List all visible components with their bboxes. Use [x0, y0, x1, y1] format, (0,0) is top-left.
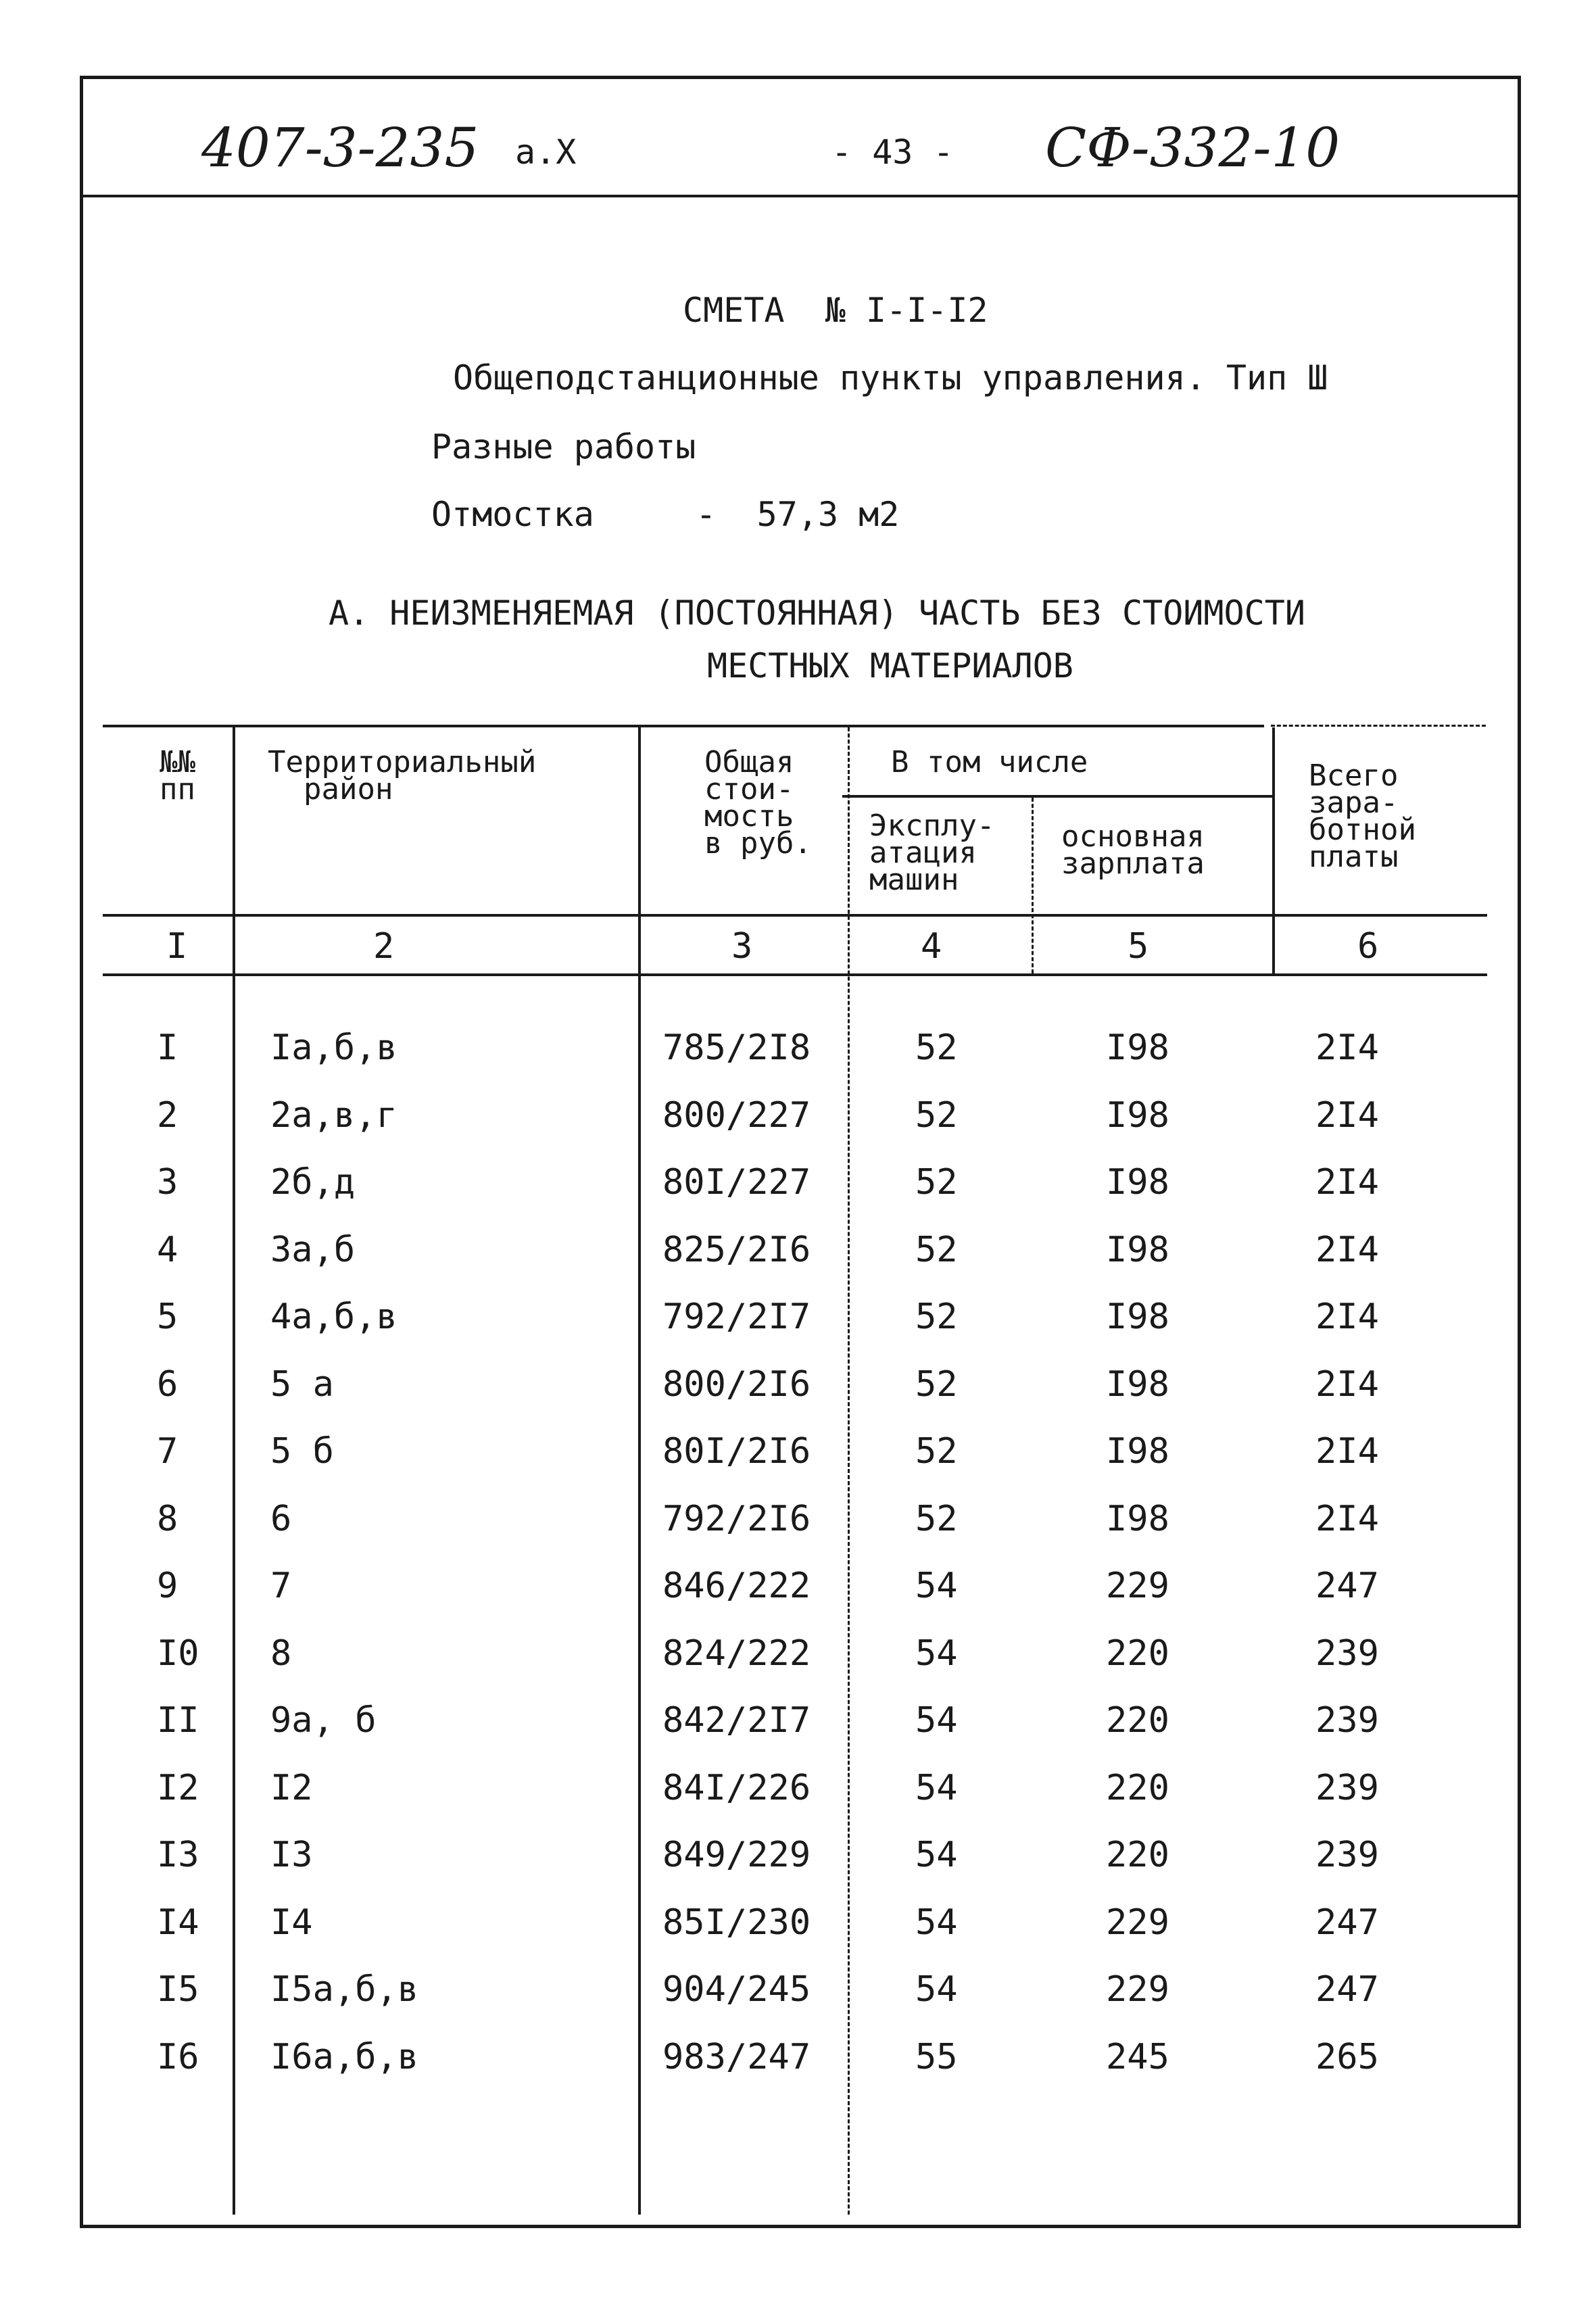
- column-number: 6: [1357, 926, 1379, 967]
- row-number-cell: 6: [157, 1364, 178, 1405]
- section-heading: А. НЕИЗМЕНЯЕМАЯ (ПОСТОЯННАЯ) ЧАСТЬ БЕЗ СТОИМОСТИ: [329, 594, 1305, 633]
- base-salary-cell: I98: [1106, 1095, 1169, 1136]
- machines-cost-cell: 54: [915, 1633, 958, 1674]
- district-cell: I5а,б,в: [270, 1969, 419, 2010]
- machines-cost-cell: 52: [915, 1095, 958, 1136]
- row-number-cell: I5: [157, 1969, 199, 2010]
- row-number-cell: I2: [157, 1768, 199, 1808]
- header-divider: [80, 195, 1521, 197]
- column-divider-4: [1032, 798, 1034, 973]
- machines-cost-cell: 55: [915, 2037, 958, 2077]
- work-item: Отмостка - 57,3 м2: [431, 495, 900, 534]
- row-number-cell: 2: [157, 1095, 178, 1136]
- district-cell: 6: [270, 1499, 292, 1539]
- base-salary-cell: I98: [1106, 1162, 1169, 1203]
- header-including: В том числе: [891, 745, 1088, 779]
- total-cost-cell: 824/222: [662, 1633, 811, 1674]
- header-bottom-rule: [103, 914, 1487, 917]
- section-heading-cont: МЕСТНЫХ МАТЕРИАЛОВ: [707, 646, 1073, 685]
- total-cost-cell: 983/247: [662, 2037, 811, 2077]
- header-total-salary: Всего зара- ботной платы: [1309, 758, 1416, 874]
- machines-cost-cell: 54: [915, 1768, 958, 1808]
- total-salary-cell: 2I4: [1315, 1499, 1379, 1539]
- machines-cost-cell: 52: [915, 1499, 958, 1539]
- district-cell: I3: [270, 1835, 313, 1875]
- total-cost-cell: 80I/227: [662, 1162, 811, 1203]
- total-cost-cell: 792/2I6: [662, 1499, 811, 1539]
- total-salary-cell: 247: [1315, 1902, 1379, 1943]
- total-cost-cell: 846/222: [662, 1566, 811, 1606]
- base-salary-cell: 229: [1106, 1969, 1169, 2010]
- header-total-cost: Общая стои- мость в руб.: [704, 745, 812, 861]
- table-top-rule: [103, 725, 1264, 727]
- district-cell: Iа,б,в: [270, 1028, 397, 1068]
- column-divider-2: [638, 727, 641, 2215]
- column-number: 3: [731, 926, 753, 967]
- base-salary-cell: 220: [1106, 1835, 1169, 1875]
- base-salary-cell: 229: [1106, 1566, 1169, 1606]
- total-cost-cell: 800/2I6: [662, 1364, 811, 1405]
- column-number: 2: [373, 926, 395, 967]
- row-number-cell: 9: [157, 1566, 178, 1606]
- page-number: - 43 -: [831, 132, 954, 172]
- header-salary: основная зарплата: [1061, 819, 1205, 881]
- column-numbers-rule: [103, 973, 1487, 976]
- total-cost-cell: 842/2I7: [662, 1700, 811, 1741]
- row-number-cell: I0: [157, 1633, 199, 1674]
- total-salary-cell: 2I4: [1315, 1028, 1379, 1068]
- column-divider-1: [233, 727, 235, 2215]
- district-cell: I2: [270, 1768, 313, 1808]
- district-cell: 4а,б,в: [270, 1297, 397, 1337]
- total-salary-cell: 265: [1315, 2037, 1379, 2077]
- total-salary-cell: 2I4: [1315, 1230, 1379, 1270]
- row-number-cell: I3: [157, 1835, 199, 1875]
- machines-cost-cell: 54: [915, 1902, 958, 1943]
- column-number: 4: [921, 926, 942, 967]
- total-salary-cell: 239: [1315, 1835, 1379, 1875]
- row-number-cell: 8: [157, 1499, 178, 1539]
- base-salary-cell: I98: [1106, 1499, 1169, 1539]
- machines-cost-cell: 54: [915, 1835, 958, 1875]
- header-machines: Эксплу- атация машин: [869, 809, 995, 897]
- estimate-title: СМЕТА № I-I-I2: [683, 291, 988, 330]
- base-salary-cell: 229: [1106, 1902, 1169, 1943]
- total-cost-cell: 85I/230: [662, 1902, 811, 1943]
- total-salary-cell: 239: [1315, 1633, 1379, 1674]
- district-cell: 2б,д: [270, 1162, 356, 1203]
- sheet-label: а.X: [515, 132, 577, 172]
- total-salary-cell: 2I4: [1315, 1297, 1379, 1337]
- column-divider-3: [848, 727, 850, 2215]
- total-cost-cell: 792/2I7: [662, 1297, 811, 1337]
- district-cell: I6а,б,в: [270, 2037, 419, 2077]
- row-number-cell: I4: [157, 1902, 199, 1943]
- row-number-cell: I6: [157, 2037, 199, 2077]
- district-cell: 3а,б: [270, 1230, 356, 1270]
- base-salary-cell: I98: [1106, 1364, 1169, 1405]
- base-salary-cell: 220: [1106, 1768, 1169, 1808]
- base-salary-cell: I98: [1106, 1028, 1169, 1068]
- table-top-rule-dashed: [1271, 725, 1486, 727]
- district-cell: 2а,в,г: [270, 1095, 397, 1136]
- district-cell: 5 б: [270, 1431, 334, 1472]
- total-salary-cell: 2I4: [1315, 1162, 1379, 1203]
- document-code: 407-3-235: [201, 116, 479, 179]
- total-salary-cell: 2I4: [1315, 1095, 1379, 1136]
- row-number-cell: II: [157, 1700, 199, 1741]
- total-cost-cell: 800/227: [662, 1095, 811, 1136]
- total-cost-cell: 80I/2I6: [662, 1431, 811, 1472]
- column-number: 5: [1128, 926, 1149, 967]
- total-salary-cell: 2I4: [1315, 1364, 1379, 1405]
- column-divider-5: [1272, 727, 1275, 973]
- row-number-cell: 5: [157, 1297, 178, 1337]
- total-cost-cell: 849/229: [662, 1835, 811, 1875]
- base-salary-cell: I98: [1106, 1297, 1169, 1337]
- base-salary-cell: I98: [1106, 1431, 1169, 1472]
- district-cell: 9а, б: [270, 1700, 377, 1741]
- machines-cost-cell: 52: [915, 1028, 958, 1068]
- header-district: Территориальный район: [268, 745, 537, 806]
- column-number: I: [166, 926, 188, 967]
- total-salary-cell: 2I4: [1315, 1431, 1379, 1472]
- machines-cost-cell: 52: [915, 1162, 958, 1203]
- district-cell: I4: [270, 1902, 313, 1943]
- total-cost-cell: 904/245: [662, 1969, 811, 2010]
- machines-cost-cell: 52: [915, 1230, 958, 1270]
- machines-cost-cell: 52: [915, 1364, 958, 1405]
- machines-cost-cell: 52: [915, 1431, 958, 1472]
- row-number-cell: 3: [157, 1162, 178, 1203]
- total-cost-cell: 84I/226: [662, 1768, 811, 1808]
- subheader-rule: [842, 795, 1274, 798]
- machines-cost-cell: 54: [915, 1700, 958, 1741]
- header-num: №№ пп: [160, 745, 195, 806]
- machines-cost-cell: 54: [915, 1969, 958, 2010]
- row-number-cell: 4: [157, 1230, 178, 1270]
- base-salary-cell: I98: [1106, 1230, 1169, 1270]
- object-name: Общеподстанционные пункты управления. Тип Ш: [453, 358, 1328, 397]
- total-salary-cell: 239: [1315, 1700, 1379, 1741]
- row-number-cell: I: [157, 1028, 178, 1068]
- total-salary-cell: 247: [1315, 1969, 1379, 2010]
- base-salary-cell: 220: [1106, 1700, 1169, 1741]
- row-number-cell: 7: [157, 1431, 178, 1472]
- district-cell: 8: [270, 1633, 292, 1674]
- total-salary-cell: 239: [1315, 1768, 1379, 1808]
- district-cell: 5 а: [270, 1364, 334, 1405]
- district-cell: 7: [270, 1566, 292, 1606]
- machines-cost-cell: 54: [915, 1566, 958, 1606]
- total-cost-cell: 825/2I6: [662, 1230, 811, 1270]
- total-salary-cell: 247: [1315, 1566, 1379, 1606]
- total-cost-cell: 785/2I8: [662, 1028, 811, 1068]
- sheet-code: СФ-332-10: [1045, 116, 1340, 179]
- machines-cost-cell: 52: [915, 1297, 958, 1337]
- base-salary-cell: 220: [1106, 1633, 1169, 1674]
- works-type: Разные работы: [431, 427, 696, 466]
- base-salary-cell: 245: [1106, 2037, 1169, 2077]
